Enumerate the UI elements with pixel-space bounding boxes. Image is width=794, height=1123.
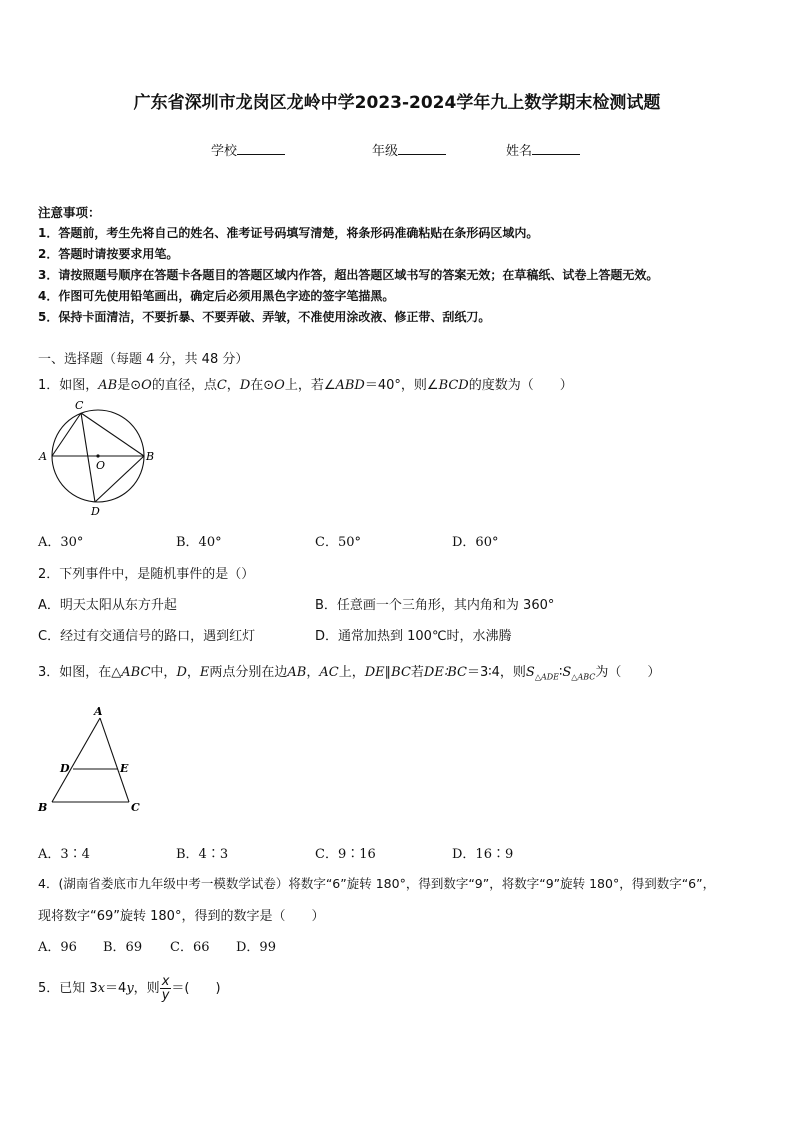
q1-text: 是⊙ — [117, 378, 142, 393]
q3-abc: ABC — [121, 665, 151, 680]
q3-number: 3． — [38, 665, 60, 680]
q3-parallel: ∥ — [384, 665, 392, 680]
q3-option-c: C．9∶16 — [315, 847, 376, 862]
q5-text: ＝4 — [105, 981, 127, 996]
side-ac — [100, 718, 129, 802]
q2-option-d: D．通常加热到 100℃时，水沸腾 — [315, 629, 512, 644]
q3-de: DE — [364, 665, 385, 680]
q5-y: y — [126, 981, 134, 996]
q3-text: 如图，在△ — [59, 665, 122, 680]
q1-number: 1． — [38, 378, 60, 393]
grade-label: 年级 — [372, 144, 399, 159]
name-blank — [532, 142, 580, 155]
label-o: O — [96, 459, 106, 472]
q1-option-b: B．40° — [176, 535, 222, 550]
q3-option-a: A．3∶4 — [38, 847, 90, 862]
q5-denominator: y — [161, 988, 170, 1003]
q3-ratio: DE∶BC — [423, 665, 467, 680]
q5-text: ＝( ) — [171, 981, 221, 996]
q1-o: O — [274, 378, 285, 393]
q1-o: O — [141, 378, 152, 393]
q3-option-b: B．4∶3 — [176, 847, 229, 862]
name-field — [506, 140, 580, 159]
q3-option-d: D．16∶9 — [452, 847, 514, 862]
q3-bc: BC — [391, 665, 411, 680]
chord-cb — [81, 413, 144, 456]
q3-e: E — [199, 665, 210, 680]
q3-text: ∶ — [559, 665, 563, 680]
notice-item: 4．作图可先使用铅笔画出，确定后必须用黑色字迹的签字笔描黑。 — [38, 289, 395, 303]
q3-text: ， — [186, 665, 200, 680]
question-4-line1: 4．(湖南省娄底市九年级中考一模数学试卷）将数字“6”旋转 180°，得到数字“9”，将数字“9”旋转 180°，得到数字“6”， — [38, 876, 716, 891]
chord-cd — [81, 413, 95, 502]
label-d: D — [91, 505, 100, 518]
q1-ab: AB — [98, 378, 118, 393]
q3-text: 上， — [338, 665, 365, 680]
chord-ca — [52, 413, 81, 456]
q4-option-b: B．69 — [103, 940, 143, 955]
q3-sub-ade: △ADE — [534, 672, 559, 682]
q3-text: 中， — [150, 665, 177, 680]
name-label: 姓名 — [506, 144, 533, 159]
circle-diagram — [36, 398, 166, 522]
q3-s: S — [525, 665, 535, 680]
triangle-diagram — [36, 704, 146, 816]
side-ab — [52, 718, 100, 802]
q3-ab: AB — [287, 665, 307, 680]
q4-option-a: A．96 — [38, 940, 77, 955]
notice-item: 3．请按照题号顺序在答题卡各题目的答题区域内作答，超出答题区域书写的答案无效；在草稿纸、试卷上答题无效。 — [38, 268, 659, 282]
q3-text: ＝3∶4，则 — [466, 665, 526, 680]
q1-text: 上，若∠ — [284, 378, 336, 393]
q3-text: 为（ ） — [595, 665, 661, 680]
school-field — [211, 140, 285, 159]
q1-abd: ABD — [335, 378, 365, 393]
question-3-stem — [38, 661, 660, 682]
page-title: 广东省深圳市龙岗区龙岭中学2023-2024学年九上数学期末检测试题 — [133, 93, 661, 113]
grade-field — [372, 140, 446, 159]
q5-x: x — [97, 981, 106, 996]
question-2-stem: 2．下列事件中，是随机事件的是（） — [38, 567, 255, 582]
q1-c: C — [216, 378, 227, 393]
label-e: E — [120, 762, 129, 775]
label-a: A — [94, 705, 103, 718]
q1-text: ， — [226, 378, 240, 393]
q5-fraction — [160, 975, 172, 1002]
q2-option-a: A．明天太阳从东方升起 — [38, 598, 177, 613]
section-heading: 一、选择题（每题 4 分，共 48 分） — [38, 352, 249, 367]
q1-text: 在⊙ — [250, 378, 275, 393]
q1-bcd: BCD — [438, 378, 469, 393]
q4-option-d: D．99 — [236, 940, 276, 955]
q3-ac: AC — [319, 665, 339, 680]
label-a: A — [39, 450, 47, 463]
q1-text: 的度数为（ ） — [468, 378, 573, 393]
label-c: C — [131, 801, 140, 814]
q5-text: ，则 — [133, 981, 160, 996]
label-d: D — [60, 762, 70, 775]
label-b: B — [38, 801, 48, 814]
question-5-stem — [38, 975, 221, 1002]
question-4-line2: 现将数字“69”旋转 180°，得到的数字是（ ） — [38, 909, 325, 924]
question-1-stem — [38, 374, 573, 393]
q1-d: D — [239, 378, 251, 393]
q3-text: 两点分别在边 — [209, 665, 288, 680]
q3-text: 若 — [410, 665, 424, 680]
q4-option-c: C．66 — [170, 940, 210, 955]
q3-text: ， — [306, 665, 320, 680]
q3-s: S — [562, 665, 572, 680]
q3-sub-abc: △ABC — [571, 672, 596, 682]
q1-text: ＝40°，则∠ — [364, 378, 439, 393]
school-label: 学校 — [211, 144, 238, 159]
q3-d: D — [176, 665, 187, 680]
notice-item: 1．答题前，考生先将自己的姓名、准考证号码填写清楚，将条形码准确粘贴在条形码区域内。 — [38, 226, 539, 240]
label-b: B — [146, 450, 155, 463]
q2-option-b: B．任意画一个三角形，其内角和为 360° — [315, 598, 555, 613]
q1-text: 如图， — [59, 378, 99, 393]
center-point — [96, 454, 99, 457]
notice-item: 5．保持卡面清洁，不要折暴、不要弄破、弄皱，不准使用涂改液、修正带、刮纸刀。 — [38, 310, 491, 324]
label-c: C — [75, 399, 84, 412]
notice-heading: 注意事项： — [38, 205, 101, 220]
grade-blank — [398, 142, 446, 155]
q1-option-c: C．50° — [315, 535, 361, 550]
q1-text: 的直径，点 — [151, 378, 217, 393]
school-blank — [237, 142, 285, 155]
notice-item: 2．答题时请按要求用笔。 — [38, 247, 179, 261]
q5-numerator: x — [161, 974, 170, 989]
q1-option-d: D．60° — [452, 535, 499, 550]
q2-option-c: C．经过有交通信号的路口，遇到红灯 — [38, 629, 256, 644]
q1-option-a: A．30° — [38, 535, 84, 550]
q5-text: 5．已知 3 — [38, 981, 98, 996]
